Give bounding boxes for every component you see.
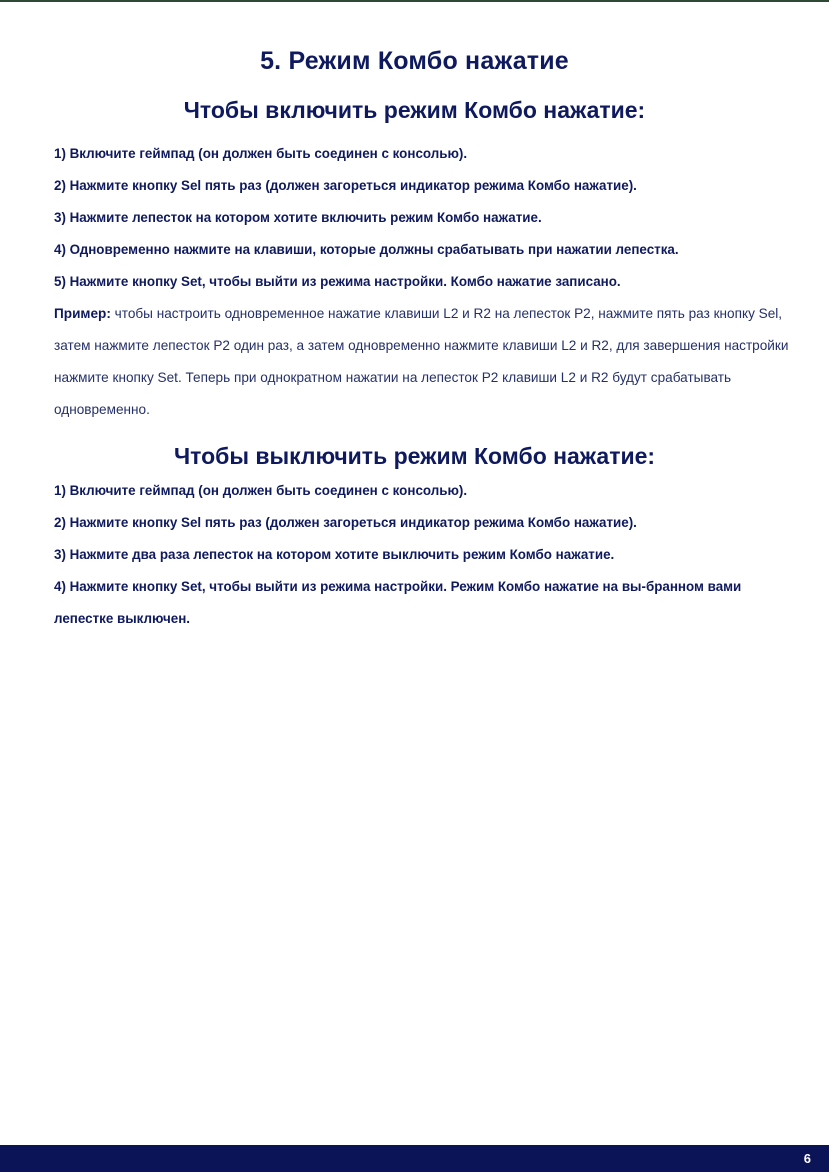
top-rule [0,0,829,2]
enable-step: 2) Нажмите кнопку Sel пять раз (должен загореться индикатор режима Комбо нажатие). [54,178,637,193]
disable-step: 1) Включите геймпад (он должен быть соединен с консолью). [54,483,468,498]
example-paragraph [54,298,794,426]
disable-step: 2) Нажмите кнопку Sel пять раз (должен загореться индикатор режима Комбо нажатие). [54,515,637,530]
example-text: чтобы настроить одновременное нажатие клавиши L2 и R2 на лепесток P2, нажмите пять раз кнопку Sel, затем нажмите лепесток P2 один раз, а затем одновременно нажмите клавиши L2 и R2, для завершения настройки нажмите кнопку Set. Теперь при однократном нажатии на лепесток P2 клавиши L2 и R2 будут срабатывать одновременно. [54,306,789,417]
page-number: 6 [803,1151,811,1166]
disable-step: 3) Нажмите два раза лепесток на котором хотите выключить режим Комбо нажатие. [54,547,615,562]
enable-step: 5) Нажмите кнопку Set, чтобы выйти из режима настройки. Комбо нажатие записано. [54,274,621,289]
page-title: 5. Режим Комбо нажатие [260,47,569,75]
footer-bar [0,1145,829,1172]
enable-step: 4) Одновременно нажмите на клавиши, которые должны срабатывать при нажатии лепестка. [54,242,679,257]
enable-step: 3) Нажмите лепесток на котором хотите включить режим Комбо нажатие. [54,210,542,225]
disable-steps-list [54,475,794,635]
example-label: Пример: [54,306,111,321]
disable-section-heading: Чтобы выключить режим Комбо нажатие: [173,443,656,469]
enable-section-heading: Чтобы включить режим Комбо нажатие: [183,97,646,123]
disable-step: 4) Нажмите кнопку Set, чтобы выйти из режима настройки. Режим Комбо нажатие на вы-бранном вами лепестке выключен. [54,579,742,626]
enable-steps-list [54,138,794,298]
enable-step: 1) Включите геймпад (он должен быть соединен с консолью). [54,146,468,161]
